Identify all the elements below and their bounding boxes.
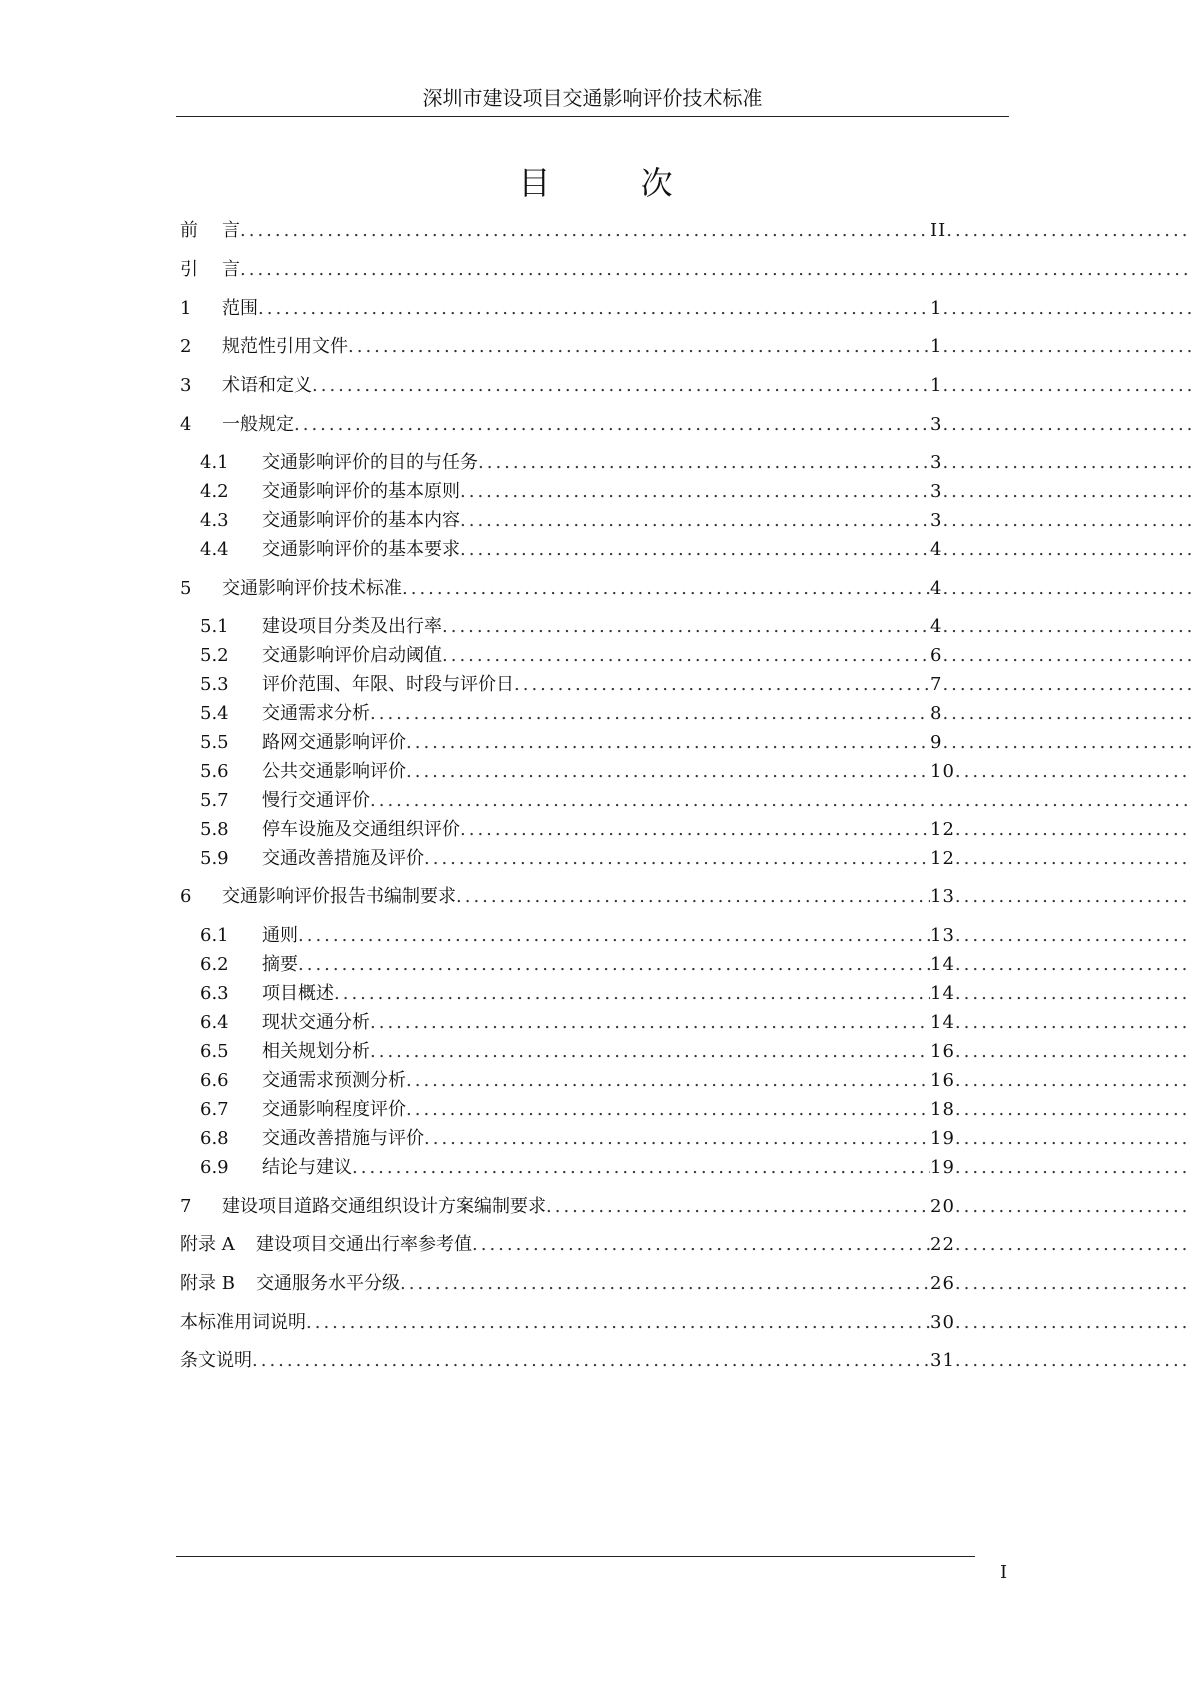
toc-trailing-dots	[942, 296, 1191, 322]
toc-trailing-dots	[955, 1348, 1191, 1374]
toc-leader-dots	[460, 508, 930, 534]
toc-entry-label: 评价范围、年限、时段与评价日	[262, 674, 514, 695]
toc-entry-number: 6.3	[200, 983, 229, 1004]
toc-entry-label: 交通影响评价报告书编制要求	[222, 886, 456, 907]
toc-leader-dots	[252, 1348, 930, 1374]
toc-entry[interactable]	[200, 508, 1191, 534]
toc-leader-dots	[370, 1010, 930, 1036]
toc-entry-label: 条文说明	[180, 1350, 252, 1371]
toc-entry[interactable]	[200, 846, 1191, 872]
toc-leader-dots	[472, 1232, 930, 1258]
toc-entry-page: 14	[930, 954, 955, 975]
toc-entry-label: 建设项目分类及出行率	[262, 616, 442, 637]
toc-leader-dots	[514, 672, 930, 698]
toc-entry-page: 12	[930, 819, 955, 840]
toc-entry-number: 5.3	[200, 674, 229, 695]
toc-entry-label: 交通影响评价启动阈值	[262, 645, 442, 666]
toc-entry-page: 14	[930, 1012, 955, 1033]
toc-entry-page: 16	[930, 1070, 955, 1091]
toc-trailing-dots	[955, 884, 1191, 910]
toc-trailing-dots	[955, 817, 1191, 843]
toc-trailing-dots	[955, 1155, 1191, 1181]
toc-entry-label: 通则	[262, 925, 298, 946]
toc-entry-page: 19	[930, 1128, 955, 1149]
toc-leader-dots	[442, 614, 930, 640]
toc-trailing-dots	[955, 1232, 1191, 1258]
toc-entry-label: 言	[222, 220, 240, 241]
toc-leader-dots	[240, 218, 930, 244]
toc-entry-page: 19	[930, 1157, 955, 1178]
toc-entry-label: 交通影响评价技术标准	[222, 578, 402, 599]
toc-entry-page: 3	[930, 481, 943, 502]
toc-entry[interactable]	[180, 1348, 1191, 1374]
toc-trailing-dots	[942, 412, 1191, 438]
toc-entry[interactable]	[180, 334, 1191, 360]
toc-trailing-dots	[942, 373, 1191, 399]
toc-entry-label: 建设项目交通出行率参考值	[256, 1234, 472, 1255]
toc-leader-dots	[442, 643, 930, 669]
toc-entry-number: 6.5	[200, 1041, 229, 1062]
toc-entry-number: 4.3	[200, 510, 229, 531]
toc-entry[interactable]	[180, 1194, 1191, 1220]
toc-entry[interactable]	[180, 218, 1191, 244]
toc-trailing-dots	[955, 1068, 1191, 1094]
toc-trailing-dots	[955, 923, 1191, 949]
toc-leader-dots	[298, 923, 930, 949]
toc-entry-page: 3	[930, 414, 943, 435]
toc-entry-number: 5.6	[200, 761, 229, 782]
toc-entry-label: 交通影响评价的基本原则	[262, 481, 460, 502]
toc-leader-dots	[460, 479, 930, 505]
toc-entry-label: 建设项目道路交通组织设计方案编制要求	[222, 1196, 546, 1217]
toc-entry-label: 一般规定	[222, 414, 294, 435]
toc-entry-number: 4.2	[200, 481, 229, 502]
toc-leader-dots	[478, 450, 930, 476]
toc-entry-number: 6.1	[200, 925, 229, 946]
toc-entry-number: 前	[180, 220, 198, 241]
toc-leader-dots	[298, 952, 930, 978]
toc-entry[interactable]	[200, 450, 1191, 476]
toc-entry-number: 5.7	[200, 790, 229, 811]
toc-entry[interactable]	[180, 1271, 1191, 1297]
toc-trailing-dots	[942, 701, 1191, 727]
toc-entry-number: 4.1	[200, 452, 229, 473]
toc-leader-dots	[348, 334, 930, 360]
toc-entry-number: 3	[180, 375, 192, 396]
toc-entry[interactable]	[180, 296, 1191, 322]
toc-entry-label: 交通改善措施与评价	[262, 1128, 424, 1149]
toc-entry[interactable]	[180, 257, 1191, 283]
toc-entry-number: 4.4	[200, 539, 229, 560]
toc-entry[interactable]	[200, 981, 1191, 1007]
toc-trailing-dots	[955, 1126, 1191, 1152]
toc-entry-label: 交通改善措施及评价	[262, 848, 424, 869]
toc-entry-number: 6.4	[200, 1012, 229, 1033]
toc-leader-dots	[460, 537, 930, 563]
toc-trailing-dots	[942, 643, 1191, 669]
toc-entry-number: 6.6	[200, 1070, 229, 1091]
toc-trailing-dots	[955, 1010, 1191, 1036]
toc-entry-label: 术语和定义	[222, 375, 312, 396]
toc-entry-label: 路网交通影响评价	[262, 732, 406, 753]
toc-trailing-dots	[942, 614, 1191, 640]
toc-entry-label: 交通影响评价的基本内容	[262, 510, 460, 531]
toc-entry[interactable]	[180, 1310, 1191, 1336]
toc-entry-number: 引	[180, 259, 198, 280]
toc-entry[interactable]	[180, 373, 1191, 399]
toc-leader-dots	[306, 1310, 930, 1336]
toc-entry-label: 现状交通分析	[262, 1012, 370, 1033]
toc-entry-page: 4	[930, 578, 943, 599]
toc-entry-page: 4	[930, 539, 943, 560]
toc-leader-dots	[456, 884, 930, 910]
toc-entry-page: 18	[930, 1099, 955, 1120]
toc-leader-dots	[400, 1271, 930, 1297]
toc-trailing-dots	[955, 846, 1191, 872]
toc-trailing-dots	[955, 1271, 1191, 1297]
toc-leader-dots	[258, 296, 930, 322]
toc-entry-page: 1	[930, 298, 943, 319]
toc-entry-number: 6	[180, 886, 192, 907]
toc-entry-number: 附录 A	[180, 1234, 235, 1255]
toc-leader-dots	[352, 1155, 930, 1181]
toc-entry-page: 14	[930, 983, 955, 1004]
toc-entry-number: 7	[180, 1196, 192, 1217]
toc-entry-number: 6.7	[200, 1099, 229, 1120]
toc-leader-dots	[460, 817, 930, 843]
toc-leader-dots	[240, 257, 930, 283]
toc-entry[interactable]	[200, 952, 1191, 978]
toc-entry-page: 8	[930, 703, 943, 724]
toc-entry-label: 交通需求预测分析	[262, 1070, 406, 1091]
toc-entry-label: 项目概述	[262, 983, 334, 1004]
toc-entry-number: 5.8	[200, 819, 229, 840]
toc-leader-dots	[406, 730, 930, 756]
toc-entry[interactable]	[200, 1126, 1191, 1152]
toc-entry-page: 10	[930, 761, 955, 782]
toc-entry-number: 4	[180, 414, 192, 435]
toc-trailing-dots	[942, 672, 1191, 698]
toc-leader-dots	[312, 373, 930, 399]
toc-leader-dots	[370, 788, 930, 814]
toc-entry-page: 13	[930, 925, 955, 946]
toc-entry-label: 交通影响程度评价	[262, 1099, 406, 1120]
toc-entry-label: 交通影响评价的基本要求	[262, 539, 460, 560]
toc-entry-number: 6.2	[200, 954, 229, 975]
toc-entry[interactable]	[180, 884, 1191, 910]
toc-entry-number: 6.9	[200, 1157, 229, 1178]
toc-trailing-dots	[930, 257, 1191, 283]
toc-trailing-dots	[946, 218, 1191, 244]
toc-leader-dots	[406, 1068, 930, 1094]
toc-leader-dots	[546, 1194, 930, 1220]
toc-leader-dots	[370, 701, 930, 727]
footer-rule	[176, 1556, 975, 1557]
toc-entry[interactable]	[180, 412, 1191, 438]
toc-entry-page: 4	[930, 616, 943, 637]
page-number: I	[1000, 1562, 1008, 1583]
toc-trailing-dots	[942, 508, 1191, 534]
toc-entry[interactable]	[200, 643, 1191, 669]
toc-trailing-dots	[955, 1097, 1191, 1123]
toc-entry-number: 5.5	[200, 732, 229, 753]
toc-entry-label: 慢行交通评价	[262, 790, 370, 811]
toc-entry-page: 7	[930, 674, 943, 695]
toc-entry-page: 9	[930, 732, 943, 753]
toc-entry-number: 5.4	[200, 703, 229, 724]
toc-leader-dots	[424, 1126, 930, 1152]
toc-entry-number: 5.2	[200, 645, 229, 666]
toc-entry-page: 26	[930, 1273, 955, 1294]
toc-entry-page: 16	[930, 1041, 955, 1062]
toc-trailing-dots	[955, 759, 1191, 785]
running-header	[176, 84, 1009, 117]
toc-entry-page: 22	[930, 1234, 955, 1255]
toc-trailing-dots	[942, 730, 1191, 756]
toc-entry[interactable]	[200, 1155, 1191, 1181]
toc-leader-dots	[370, 1039, 930, 1065]
toc-entry-number: 1	[180, 298, 192, 319]
toc-trailing-dots	[942, 576, 1191, 602]
toc-trailing-dots	[955, 952, 1191, 978]
toc-entry[interactable]	[200, 923, 1191, 949]
toc-entry[interactable]	[200, 817, 1191, 843]
toc-trailing-dots	[942, 537, 1191, 563]
toc-entry-label: 交通服务水平分级	[256, 1273, 400, 1294]
toc-entry[interactable]	[200, 1039, 1191, 1065]
toc-trailing-dots	[930, 788, 1191, 814]
toc-entry-number: 6.8	[200, 1128, 229, 1149]
toc-entry-number: 5.1	[200, 616, 229, 637]
toc-trailing-dots	[942, 479, 1191, 505]
toc-entry[interactable]	[200, 701, 1191, 727]
toc-entry-page: 31	[930, 1350, 955, 1371]
toc-entry-label: 范围	[222, 298, 258, 319]
toc-entry[interactable]	[200, 1068, 1191, 1094]
toc-trailing-dots	[955, 1310, 1191, 1336]
toc-entry[interactable]	[200, 614, 1191, 640]
toc-entry-label: 交通需求分析	[262, 703, 370, 724]
toc-entry-page: 12	[930, 848, 955, 869]
toc-entry-page: 3	[930, 510, 943, 531]
toc-entry-page: 30	[930, 1312, 955, 1333]
toc-entry-number: 附录 B	[180, 1273, 235, 1294]
toc-leader-dots	[406, 759, 930, 785]
toc-entry-label: 公共交通影响评价	[262, 761, 406, 782]
toc-trailing-dots	[942, 334, 1191, 360]
toc-entry[interactable]	[200, 672, 1191, 698]
toc-entry[interactable]	[200, 759, 1191, 785]
toc-entry[interactable]	[200, 730, 1191, 756]
toc-leader-dots	[406, 1097, 930, 1123]
toc-leader-dots	[294, 412, 930, 438]
toc-entry[interactable]	[200, 788, 1191, 814]
toc-entry-label: 本标准用词说明	[180, 1312, 306, 1333]
toc-entry[interactable]	[180, 576, 1191, 602]
toc-trailing-dots	[942, 450, 1191, 476]
toc-entry-label: 交通影响评价的目的与任务	[262, 452, 478, 473]
toc-entry-number: 2	[180, 336, 192, 357]
toc-entry-label: 言	[222, 259, 240, 280]
toc-trailing-dots	[955, 1039, 1191, 1065]
toc-entry-number: 5.9	[200, 848, 229, 869]
toc-entry-page: 6	[930, 645, 943, 666]
toc-trailing-dots	[955, 1194, 1191, 1220]
toc-title: 目 次	[518, 164, 713, 202]
toc-entry[interactable]	[200, 537, 1191, 563]
toc-entry-number: 5	[180, 578, 192, 599]
toc-entry[interactable]	[200, 1010, 1191, 1036]
toc-trailing-dots	[955, 981, 1191, 1007]
toc-entry-page: II	[930, 220, 947, 241]
toc-entry[interactable]	[180, 1232, 1191, 1258]
toc-entry-label: 规范性引用文件	[222, 336, 348, 357]
toc-entry[interactable]	[200, 1097, 1191, 1123]
toc-entry-page: 1	[930, 375, 943, 396]
toc-entry-page: 13	[930, 886, 955, 907]
toc-entry-label: 相关规划分析	[262, 1041, 370, 1062]
toc-entry-label: 停车设施及交通组织评价	[262, 819, 460, 840]
toc-entry-page: 20	[930, 1196, 955, 1217]
toc-entry-page: 1	[930, 336, 943, 357]
toc-entry-label: 摘要	[262, 954, 298, 975]
header-title: 深圳市建设项目交通影响评价技术标准	[422, 86, 763, 110]
toc-leader-dots	[402, 576, 930, 602]
toc-leader-dots	[334, 981, 930, 1007]
toc-entry[interactable]	[200, 479, 1191, 505]
toc-entry-page: 3	[930, 452, 943, 473]
toc-leader-dots	[424, 846, 930, 872]
toc-entry-label: 结论与建议	[262, 1157, 352, 1178]
